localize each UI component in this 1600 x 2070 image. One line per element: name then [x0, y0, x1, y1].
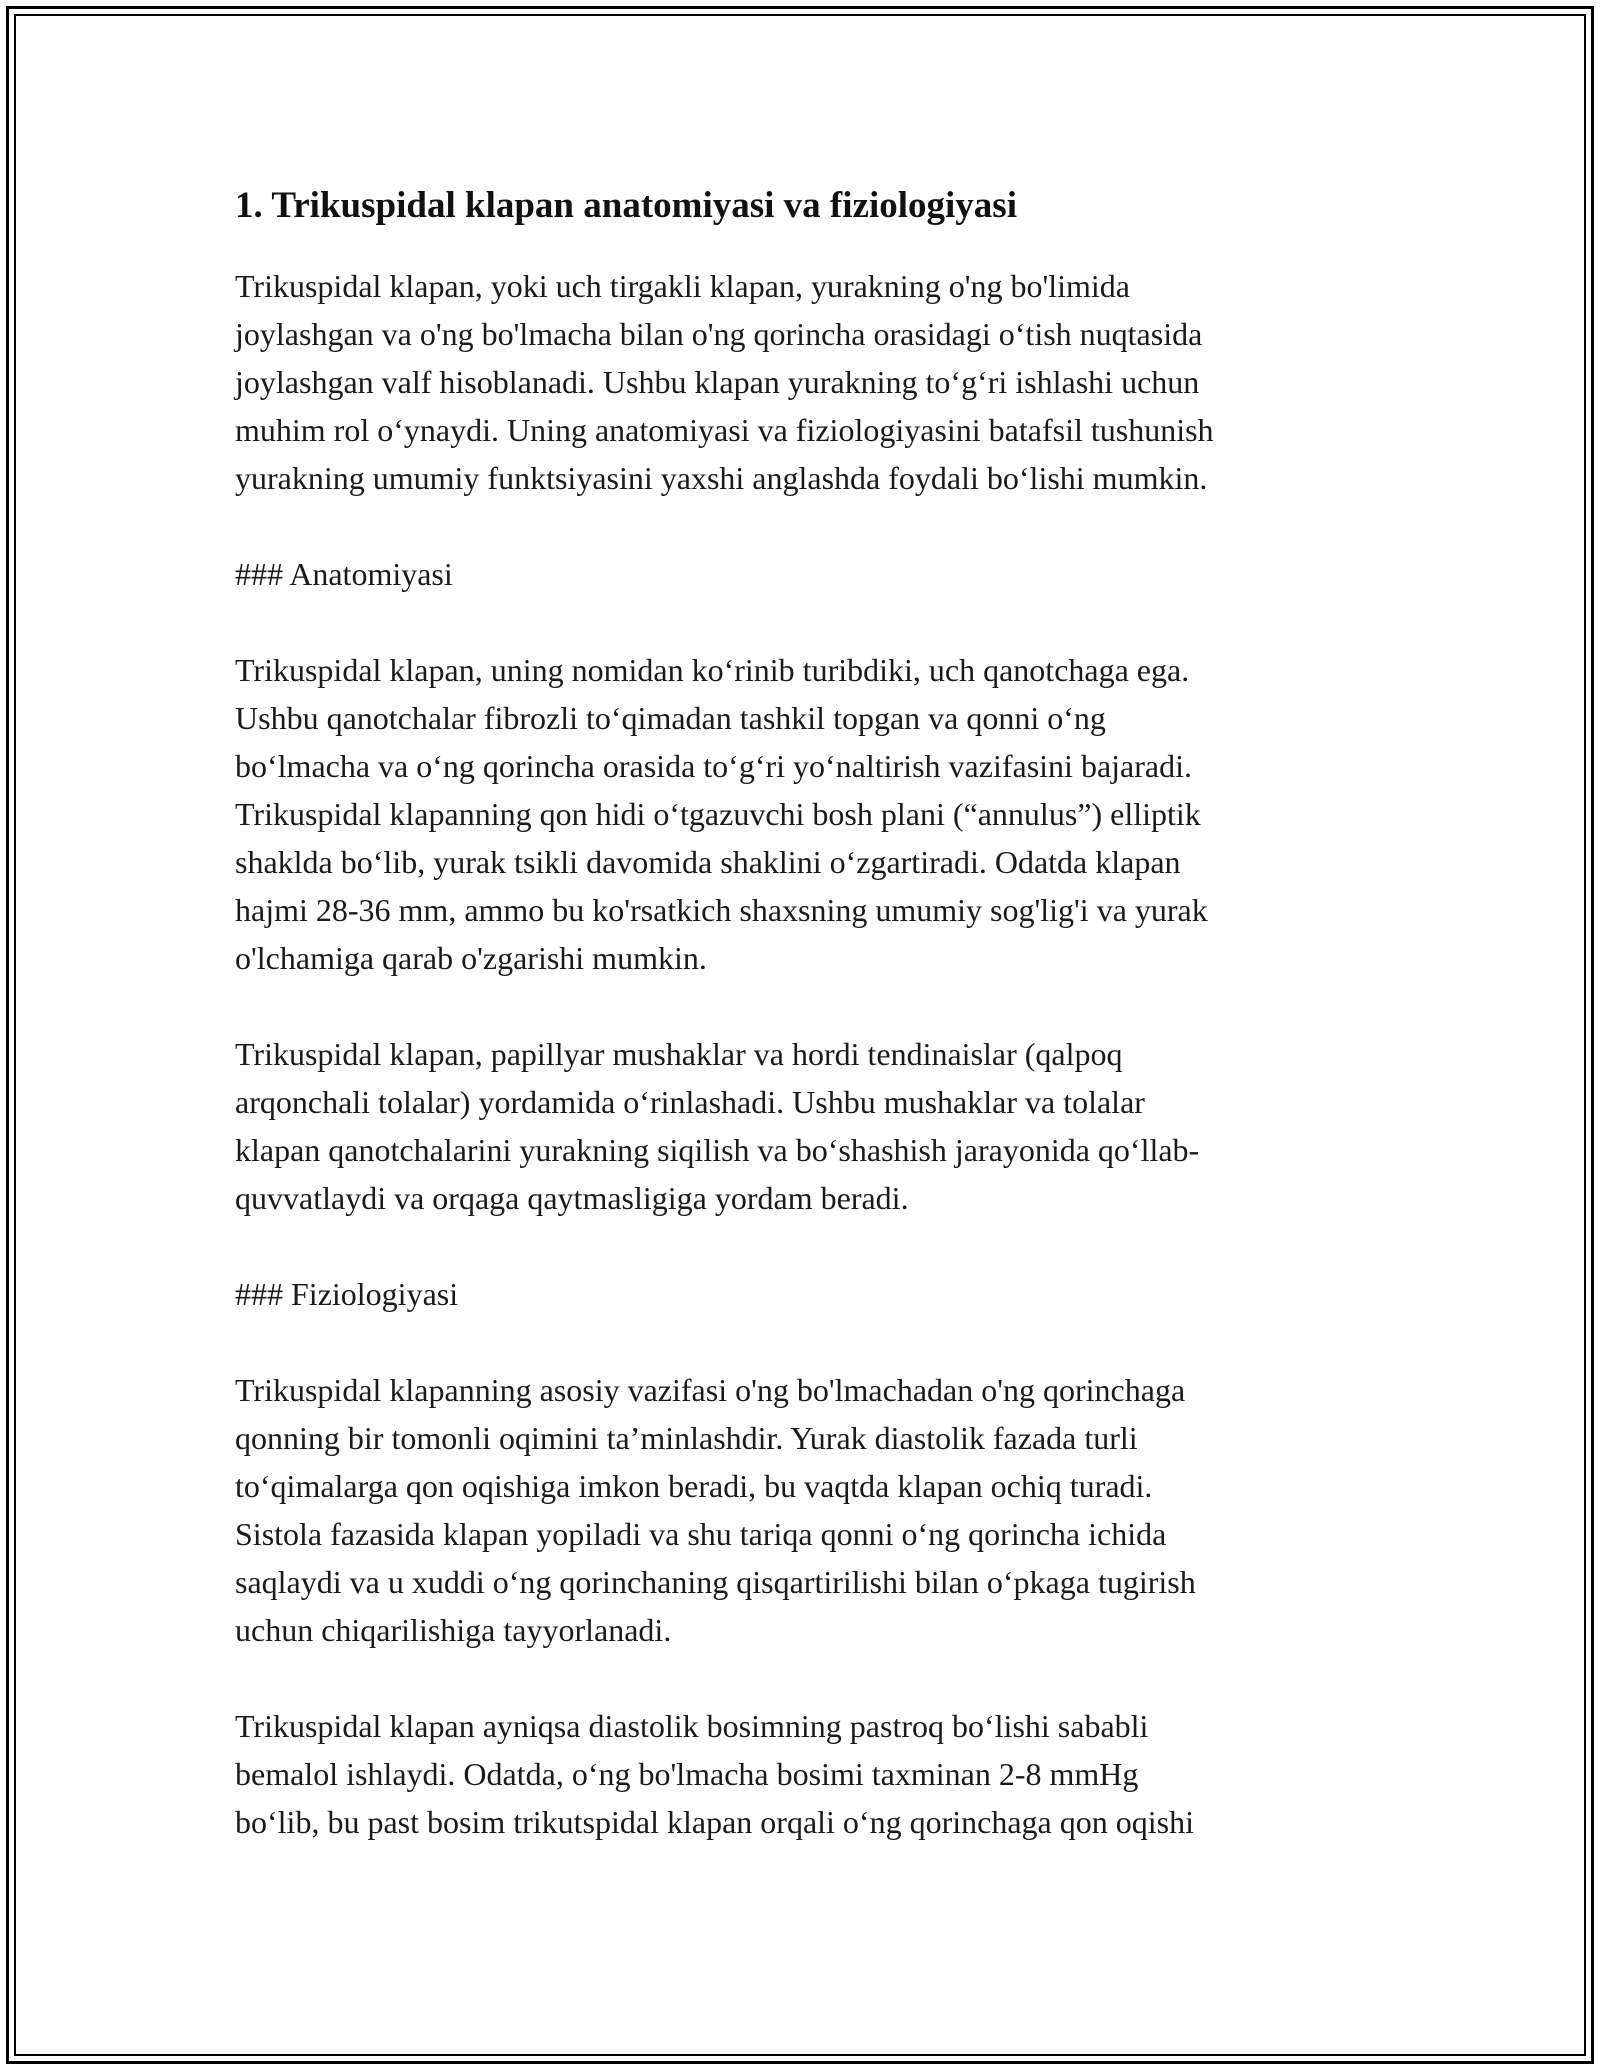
- text-line: hajmi 28-36 mm, ammo bu ko'rsatkich shaxsning umumiy sog'lig'i va yurak: [235, 892, 1208, 929]
- text-line: boʻlib, bu past bosim trikutspidal klapan orqali oʻng qorinchaga qon oqishi: [235, 1804, 1194, 1841]
- text-line: qonning bir tomonli oqimini taʼminlashdir. Yurak diastolik fazada turli: [235, 1420, 1138, 1457]
- document-title: 1. Trikuspidal klapan anatomiyasi va fiziologiyasi: [235, 185, 1017, 226]
- text-line: klapan qanotchalarini yurakning siqilish va boʻshashish jarayonida qoʻllab-: [235, 1132, 1200, 1169]
- anatomy-paragraph-2: [235, 1030, 1365, 1222]
- text-line: Trikuspidal klapanning asosiy vazifasi o'ng bo'lmachadan o'ng qorinchaga: [235, 1372, 1186, 1409]
- text-line: yurakning umumiy funktsiyasini yaxshi anglashda foydali boʻlishi mumkin.: [235, 460, 1208, 497]
- physiology-paragraph-2: [235, 1702, 1365, 1846]
- text-line: joylashgan valf hisoblanadi. Ushbu klapan yurakning toʻgʻri ishlashi uchun: [235, 364, 1200, 401]
- text-line: muhim rol oʻynaydi. Uning anatomiyasi va fiziologiyasini batafsil tushunish: [235, 412, 1214, 449]
- text-line: Trikuspidal klapan, uning nomidan koʻrinib turibdiki, uch qanotchaga ega.: [235, 652, 1190, 689]
- text-line: uchun chiqarilishiga tayyorlanadi.: [235, 1612, 672, 1649]
- text-line: joylashgan va o'ng bo'lmacha bilan o'ng qorincha orasidagi oʻtish nuqtasida: [235, 316, 1203, 353]
- text-line: Trikuspidal klapan ayniqsa diastolik bosimning pastroq boʻlishi sababli: [235, 1708, 1149, 1745]
- text-line: Trikuspidal klapanning qon hidi oʻtgazuvchi bosh plani (“annulus”) elliptik: [235, 796, 1201, 833]
- section-heading-anatomy: ### Anatomiyasi: [235, 556, 453, 593]
- intro-paragraph: [235, 262, 1365, 502]
- text-line: Trikuspidal klapan, papillyar mushaklar va hordi tendinaislar (qalpoq: [235, 1036, 1123, 1073]
- anatomy-paragraph-1: [235, 646, 1365, 982]
- text-line: o'lchamiga qarab o'zgarishi mumkin.: [235, 940, 707, 977]
- text-line: toʻqimalarga qon oqishiga imkon beradi, bu vaqtda klapan ochiq turadi.: [235, 1468, 1153, 1505]
- section-heading-physiology: ### Fiziologiyasi: [235, 1276, 459, 1313]
- text-line: saqlaydi va u xuddi oʻng qorinchaning qisqartirilishi bilan oʻpkaga tugirish: [235, 1564, 1196, 1601]
- text-line: arqonchali tolalar) yordamida oʻrinlashadi. Ushbu mushaklar va tolalar: [235, 1084, 1145, 1121]
- text-line: Sistola fazasida klapan yopiladi va shu tariqa qonni oʻng qorincha ichida: [235, 1516, 1167, 1553]
- physiology-paragraph-1: [235, 1366, 1365, 1654]
- text-line: bemalol ishlaydi. Odatda, oʻng bo'lmacha bosimi taxminan 2-8 mmHg: [235, 1756, 1139, 1793]
- document-body: [235, 184, 1365, 1894]
- text-line: shaklda boʻlib, yurak tsikli davomida shaklini oʻzgartiradi. Odatda klapan: [235, 844, 1181, 881]
- text-line: quvvatlaydi va orqaga qaytmasligiga yordam beradi.: [235, 1180, 909, 1217]
- text-line: boʻlmacha va oʻng qorincha orasida toʻgʻri yoʻnaltirish vazifasini bajaradi.: [235, 748, 1192, 785]
- text-line: Trikuspidal klapan, yoki uch tirgakli klapan, yurakning o'ng bo'limida: [235, 268, 1130, 305]
- text-line: Ushbu qanotchalar fibrozli toʻqimadan tashkil topgan va qonni oʻng: [235, 700, 1106, 737]
